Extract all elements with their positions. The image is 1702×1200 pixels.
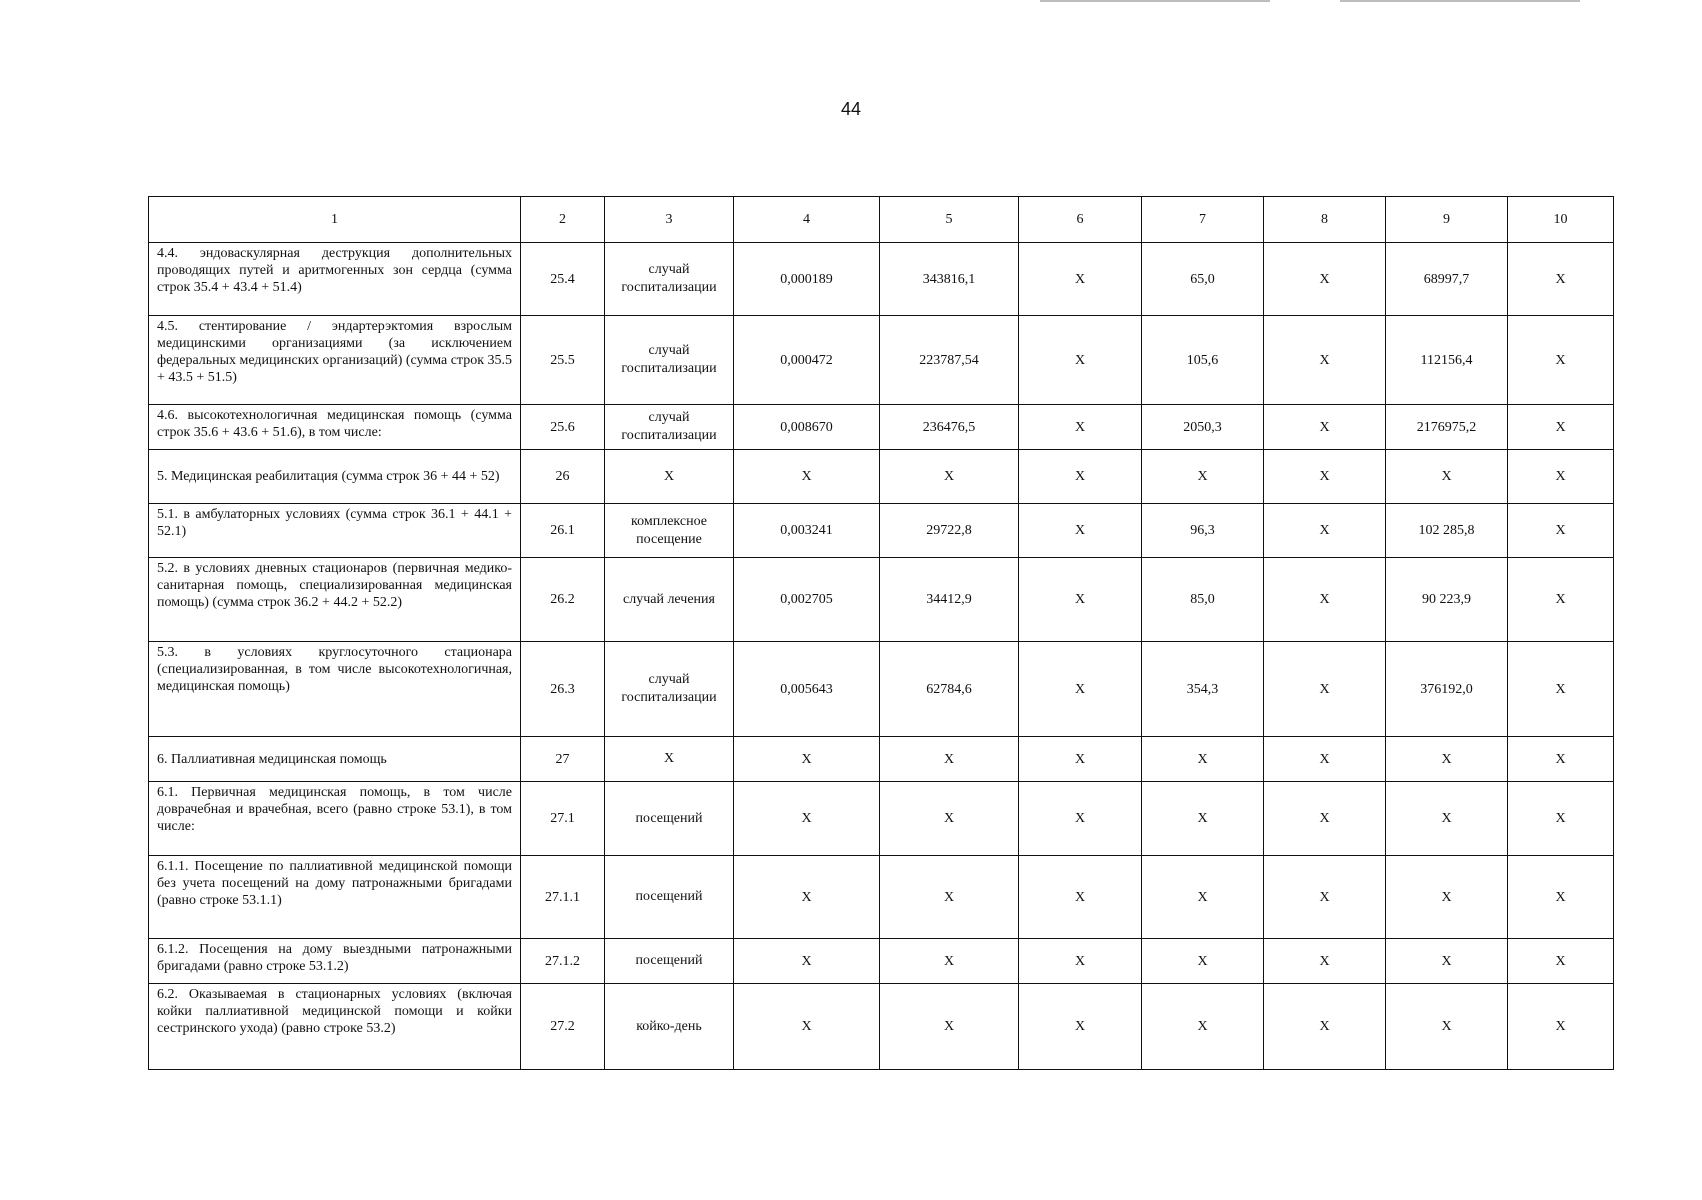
cell-col5: X bbox=[880, 856, 1019, 939]
row-code: 27.2 bbox=[521, 984, 605, 1070]
cell-col8: X bbox=[1264, 316, 1386, 405]
row-code: 26.3 bbox=[521, 642, 605, 737]
row-unit: посещений bbox=[605, 856, 734, 939]
cell-col10: X bbox=[1508, 984, 1614, 1070]
cell-col7: 65,0 bbox=[1142, 243, 1264, 316]
scan-artifact-line bbox=[1040, 0, 1270, 2]
cell-col7: 105,6 bbox=[1142, 316, 1264, 405]
row-code: 26 bbox=[521, 450, 605, 504]
cell-col10: X bbox=[1508, 243, 1614, 316]
cell-col5: 62784,6 bbox=[880, 642, 1019, 737]
cell-col4: 0,008670 bbox=[734, 405, 880, 450]
row-description: 4.5. стентирование / эндартерэктомия взрослым медицинскими организациями (за исключением федеральных медицинских организаций) (сумма строк 35.5 + 43.5 + 51.5) bbox=[149, 316, 521, 405]
column-header: 9 bbox=[1386, 197, 1508, 243]
cell-col8: X bbox=[1264, 782, 1386, 856]
column-header: 8 bbox=[1264, 197, 1386, 243]
column-header: 3 bbox=[605, 197, 734, 243]
cell-col9: X bbox=[1386, 737, 1508, 782]
cell-col4: X bbox=[734, 450, 880, 504]
cell-col6: X bbox=[1019, 782, 1142, 856]
cell-col10: X bbox=[1508, 856, 1614, 939]
cell-col9: 2176975,2 bbox=[1386, 405, 1508, 450]
cell-col5: X bbox=[880, 737, 1019, 782]
row-code: 25.4 bbox=[521, 243, 605, 316]
table-row bbox=[149, 642, 1614, 737]
cell-col5: X bbox=[880, 939, 1019, 984]
row-unit: посещений bbox=[605, 939, 734, 984]
row-unit: случай госпитализации bbox=[605, 243, 734, 316]
table-row bbox=[149, 450, 1614, 504]
table-row bbox=[149, 316, 1614, 405]
row-code: 27.1.2 bbox=[521, 939, 605, 984]
cell-col5: X bbox=[880, 782, 1019, 856]
column-header: 4 bbox=[734, 197, 880, 243]
cell-col8: X bbox=[1264, 856, 1386, 939]
cell-col9: 376192,0 bbox=[1386, 642, 1508, 737]
column-header: 2 bbox=[521, 197, 605, 243]
cell-col7: 2050,3 bbox=[1142, 405, 1264, 450]
page-number: 44 bbox=[840, 99, 862, 119]
cell-col9: 102 285,8 bbox=[1386, 504, 1508, 558]
row-description: 4.6. высокотехнологичная медицинская помощь (сумма строк 35.6 + 43.6 + 51.6), в том числе: bbox=[149, 405, 521, 450]
cell-col4: 0,003241 bbox=[734, 504, 880, 558]
row-description: 6. Паллиативная медицинская помощь bbox=[149, 737, 521, 782]
cell-col7: X bbox=[1142, 450, 1264, 504]
cell-col10: X bbox=[1508, 316, 1614, 405]
cell-col9: X bbox=[1386, 984, 1508, 1070]
cell-col6: X bbox=[1019, 642, 1142, 737]
row-description: 6.1.1. Посещение по паллиативной медицинской помощи без учета посещений на дому патронажными бригадами (равно строке 53.1.1) bbox=[149, 856, 521, 939]
row-unit: комплексное посещение bbox=[605, 504, 734, 558]
cell-col6: X bbox=[1019, 939, 1142, 984]
cell-col7: X bbox=[1142, 737, 1264, 782]
row-unit: случай лечения bbox=[605, 558, 734, 642]
table-row bbox=[149, 737, 1614, 782]
cell-col7: 96,3 bbox=[1142, 504, 1264, 558]
row-code: 25.6 bbox=[521, 405, 605, 450]
cell-col7: 85,0 bbox=[1142, 558, 1264, 642]
cell-col10: X bbox=[1508, 504, 1614, 558]
table-row bbox=[149, 782, 1614, 856]
row-description: 5.1. в амбулаторных условиях (сумма строк 36.1 + 44.1 + 52.1) bbox=[149, 504, 521, 558]
cell-col7: X bbox=[1142, 984, 1264, 1070]
cell-col9: 90 223,9 bbox=[1386, 558, 1508, 642]
table-row bbox=[149, 856, 1614, 939]
cell-col9: 112156,4 bbox=[1386, 316, 1508, 405]
cell-col6: X bbox=[1019, 504, 1142, 558]
cell-col5: X bbox=[880, 450, 1019, 504]
cell-col4: 0,005643 bbox=[734, 642, 880, 737]
column-header: 6 bbox=[1019, 197, 1142, 243]
table-row bbox=[149, 504, 1614, 558]
cell-col7: X bbox=[1142, 782, 1264, 856]
cell-col8: X bbox=[1264, 243, 1386, 316]
table-row bbox=[149, 984, 1614, 1070]
cell-col5: 34412,9 bbox=[880, 558, 1019, 642]
cell-col10: X bbox=[1508, 405, 1614, 450]
cell-col10: X bbox=[1508, 939, 1614, 984]
data-table bbox=[148, 196, 1614, 1070]
cell-col4: X bbox=[734, 984, 880, 1070]
cell-col8: X bbox=[1264, 405, 1386, 450]
row-unit: случай госпитализации bbox=[605, 405, 734, 450]
row-description: 5.2. в условиях дневных стационаров (первичная медико-санитарная помощь, специализированная медицинская помощь) (сумма строк 36.2 + 44.2 + 52.2) bbox=[149, 558, 521, 642]
cell-col6: X bbox=[1019, 243, 1142, 316]
row-unit: посещений bbox=[605, 782, 734, 856]
row-description: 5. Медицинская реабилитация (сумма строк 36 + 44 + 52) bbox=[149, 450, 521, 504]
cell-col8: X bbox=[1264, 450, 1386, 504]
cell-col5: 29722,8 bbox=[880, 504, 1019, 558]
cell-col4: 0,000472 bbox=[734, 316, 880, 405]
cell-col9: X bbox=[1386, 939, 1508, 984]
cell-col7: 354,3 bbox=[1142, 642, 1264, 737]
cell-col8: X bbox=[1264, 939, 1386, 984]
cell-col8: X bbox=[1264, 504, 1386, 558]
column-header: 5 bbox=[880, 197, 1019, 243]
cell-col4: 0,000189 bbox=[734, 243, 880, 316]
cell-col5: 343816,1 bbox=[880, 243, 1019, 316]
table-row bbox=[149, 939, 1614, 984]
row-description: 6.1. Первичная медицинская помощь, в том числе доврачебная и врачебная, всего (равно строке 53.1), в том числе: bbox=[149, 782, 521, 856]
cell-col8: X bbox=[1264, 642, 1386, 737]
cell-col8: X bbox=[1264, 984, 1386, 1070]
cell-col4: X bbox=[734, 856, 880, 939]
row-description: 4.4. эндоваскулярная деструкция дополнительных проводящих путей и аритмогенных зон сердца (сумма строк 35.4 + 43.4 + 51.4) bbox=[149, 243, 521, 316]
cell-col7: X bbox=[1142, 939, 1264, 984]
cell-col8: X bbox=[1264, 558, 1386, 642]
cell-col6: X bbox=[1019, 984, 1142, 1070]
cell-col10: X bbox=[1508, 782, 1614, 856]
cell-col5: 236476,5 bbox=[880, 405, 1019, 450]
cell-col4: X bbox=[734, 782, 880, 856]
cell-col6: X bbox=[1019, 737, 1142, 782]
header-row bbox=[149, 197, 1614, 243]
cell-col8: X bbox=[1264, 737, 1386, 782]
table-row bbox=[149, 243, 1614, 316]
row-code: 27.1.1 bbox=[521, 856, 605, 939]
cell-col9: X bbox=[1386, 856, 1508, 939]
row-code: 27.1 bbox=[521, 782, 605, 856]
cell-col5: X bbox=[880, 984, 1019, 1070]
scan-artifact-line bbox=[1340, 0, 1580, 2]
cell-col10: X bbox=[1508, 558, 1614, 642]
cell-col6: X bbox=[1019, 856, 1142, 939]
row-code: 25.5 bbox=[521, 316, 605, 405]
row-description: 6.1.2. Посещения на дому выездными патронажными бригадами (равно строке 53.1.2) bbox=[149, 939, 521, 984]
row-description: 6.2. Оказываемая в стационарных условиях (включая койки паллиативной медицинской помощи и койки сестринского ухода) (равно строке 53.2) bbox=[149, 984, 521, 1070]
row-unit: X bbox=[605, 450, 734, 504]
cell-col4: X bbox=[734, 939, 880, 984]
column-header: 10 bbox=[1508, 197, 1614, 243]
row-code: 26.1 bbox=[521, 504, 605, 558]
row-unit: случай госпитализации bbox=[605, 316, 734, 405]
row-code: 27 bbox=[521, 737, 605, 782]
cell-col10: X bbox=[1508, 450, 1614, 504]
row-unit: X bbox=[605, 737, 734, 782]
cell-col6: X bbox=[1019, 558, 1142, 642]
cell-col4: X bbox=[734, 737, 880, 782]
cell-col7: X bbox=[1142, 856, 1264, 939]
cell-col5: 223787,54 bbox=[880, 316, 1019, 405]
column-header: 7 bbox=[1142, 197, 1264, 243]
column-header: 1 bbox=[149, 197, 521, 243]
cell-col10: X bbox=[1508, 642, 1614, 737]
cell-col9: X bbox=[1386, 450, 1508, 504]
row-description: 5.3. в условиях круглосуточного стационара (специализированная, в том числе высокотехнологичная, медицинская помощь) bbox=[149, 642, 521, 737]
cell-col10: X bbox=[1508, 737, 1614, 782]
table-row bbox=[149, 405, 1614, 450]
row-unit: случай госпитализации bbox=[605, 642, 734, 737]
table-row bbox=[149, 558, 1614, 642]
cell-col6: X bbox=[1019, 405, 1142, 450]
row-code: 26.2 bbox=[521, 558, 605, 642]
cell-col9: 68997,7 bbox=[1386, 243, 1508, 316]
cell-col9: X bbox=[1386, 782, 1508, 856]
cell-col4: 0,002705 bbox=[734, 558, 880, 642]
cell-col6: X bbox=[1019, 316, 1142, 405]
row-unit: койко-день bbox=[605, 984, 734, 1070]
cell-col6: X bbox=[1019, 450, 1142, 504]
